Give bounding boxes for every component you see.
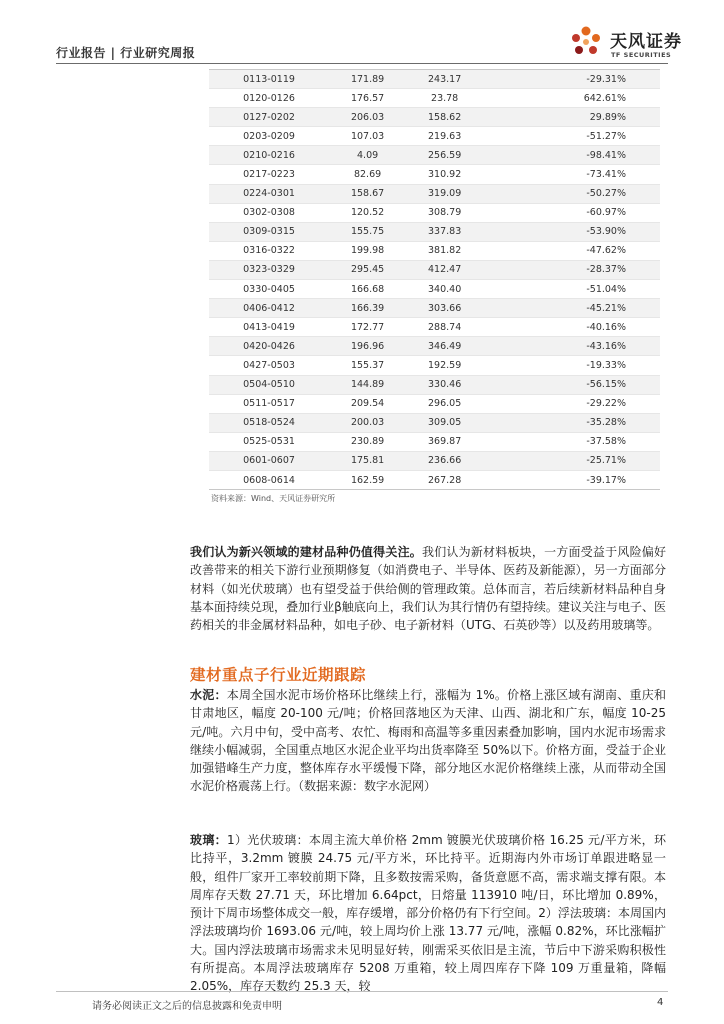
table-cell: 0406-0412 bbox=[209, 299, 329, 318]
table-cell: 29.89% bbox=[483, 108, 660, 127]
table-cell: 206.03 bbox=[329, 108, 406, 127]
table-cell: -51.04% bbox=[483, 280, 660, 299]
table-cell: 0203-0209 bbox=[209, 127, 329, 146]
table-cell: 175.81 bbox=[329, 451, 406, 470]
table-row bbox=[209, 146, 660, 165]
paragraph-lead: 我们认为新兴领域的建材品种仍值得关注。 bbox=[190, 545, 422, 559]
table-cell: 158.62 bbox=[406, 108, 483, 127]
paragraph-new-materials bbox=[190, 543, 666, 634]
table-row bbox=[209, 413, 660, 432]
table-cell: -39.17% bbox=[483, 470, 660, 489]
table-cell: 0330-0405 bbox=[209, 280, 329, 299]
table-cell: 337.83 bbox=[406, 222, 483, 241]
table-cell: 256.59 bbox=[406, 146, 483, 165]
table-cell: -50.27% bbox=[483, 184, 660, 203]
table-row bbox=[209, 356, 660, 375]
table-cell: -43.16% bbox=[483, 337, 660, 356]
table-cell: 0302-0308 bbox=[209, 203, 329, 222]
table-cell: 155.75 bbox=[329, 222, 406, 241]
table-cell: -73.41% bbox=[483, 165, 660, 184]
table-cell: -98.41% bbox=[483, 146, 660, 165]
table-row bbox=[209, 299, 660, 318]
table-cell: 0120-0126 bbox=[209, 89, 329, 108]
table-row bbox=[209, 89, 660, 108]
table-cell: 0608-0614 bbox=[209, 470, 329, 489]
paragraph-cement bbox=[190, 686, 666, 796]
table-cell: 4.09 bbox=[329, 146, 406, 165]
table-cell: 171.89 bbox=[329, 70, 406, 89]
table-row bbox=[209, 70, 660, 89]
table-row bbox=[209, 184, 660, 203]
table-cell: 199.98 bbox=[329, 241, 406, 260]
table-cell: 196.96 bbox=[329, 337, 406, 356]
table-cell: -47.62% bbox=[483, 241, 660, 260]
header-divider bbox=[56, 63, 668, 64]
table-cell: -40.16% bbox=[483, 318, 660, 337]
table-cell: -29.22% bbox=[483, 394, 660, 413]
footer-divider bbox=[56, 991, 668, 992]
table-cell: 230.89 bbox=[329, 432, 406, 451]
table-cell: 155.37 bbox=[329, 356, 406, 375]
table-cell: 310.92 bbox=[406, 165, 483, 184]
table-cell: 642.61% bbox=[483, 89, 660, 108]
table-cell: 0113-0119 bbox=[209, 70, 329, 89]
paragraph-lead: 水泥： bbox=[190, 688, 227, 702]
table-cell: 120.52 bbox=[329, 203, 406, 222]
table-row bbox=[209, 203, 660, 222]
table-cell: -28.37% bbox=[483, 260, 660, 279]
table-cell: 288.74 bbox=[406, 318, 483, 337]
logo-subtitle: TF SECURITIES bbox=[611, 51, 672, 59]
table-row bbox=[209, 451, 660, 470]
table-cell: 166.39 bbox=[329, 299, 406, 318]
table-row bbox=[209, 165, 660, 184]
table-cell: 267.28 bbox=[406, 470, 483, 489]
table-cell: 330.46 bbox=[406, 375, 483, 394]
table-cell: 0210-0216 bbox=[209, 146, 329, 165]
table-cell: 340.40 bbox=[406, 280, 483, 299]
table-cell: -51.27% bbox=[483, 127, 660, 146]
table-cell: 166.68 bbox=[329, 280, 406, 299]
table-cell: 346.49 bbox=[406, 337, 483, 356]
table-cell: -19.33% bbox=[483, 356, 660, 375]
table-cell: -29.31% bbox=[483, 70, 660, 89]
table-cell: 0224-0301 bbox=[209, 184, 329, 203]
paragraph-body: 1）光伏玻璃：本周主流大单价格 2mm 镀膜光伏玻璃价格 16.25 元/平方米，环比持平，3.2mm 镀膜 24.75 元/平方米，环比持平。近期海内外市场订单跟进略显一般，组件厂家开工率较前期下降，且多数按需采购，备货意愿不高，需求端支撑有限。本周库存天数 27.71 天，环比增加 6.64pct，日熔量 113910 吨/日，环比增加 0.89%，预计下周市场整体成交一般，库存缓增，部分价格仍有下行空间。2）浮法玻璃：本周国内浮法玻璃均价 1693.06 元/吨，较上周均价上涨 13.77 元/吨，涨幅 0.82%，环比涨幅扩大。国内浮法玻璃市场需求未见明显好转，刚需采买依旧是主流，节后中下游采购积极性有所提高。本周浮法玻璃库存 5208 万重箱，较上周四库存下降 109 万重量箱，降幅 2.05%，库存天数约 25.3 天，较 bbox=[190, 833, 666, 994]
table-row bbox=[209, 280, 660, 299]
table-cell: 200.03 bbox=[329, 413, 406, 432]
table-row bbox=[209, 394, 660, 413]
table-cell: 303.66 bbox=[406, 299, 483, 318]
table-cell: 82.69 bbox=[329, 165, 406, 184]
paragraph-body: 本周全国水泥市场价格环比继续上行，涨幅为 1%。价格上涨区域有湖南、重庆和甘肃地区，幅度 20-100 元/吨；价格回落地区为天津、山西、湖北和广东，幅度 10-25 元/吨。六月中旬，受中高考、农忙、梅雨和高温等多重因素叠加影响，国内水泥市场需求继续小幅减弱，全国重点地区水泥企业平均出货率降至 50%以下。价格方面，受益于企业加强错峰生产力度，整体库存水平缓慢下降，部分地区水泥价格继续上涨，从而带动全国水泥价格震荡上行。（数据来源：数字水泥网） bbox=[190, 688, 666, 794]
table-row bbox=[209, 108, 660, 127]
table-cell: 296.05 bbox=[406, 394, 483, 413]
table-cell: -45.21% bbox=[483, 299, 660, 318]
table-cell: -53.90% bbox=[483, 222, 660, 241]
table-row bbox=[209, 432, 660, 451]
table-cell: 144.89 bbox=[329, 375, 406, 394]
table-cell: 219.63 bbox=[406, 127, 483, 146]
table-cell: 0127-0202 bbox=[209, 108, 329, 127]
table-cell: 0413-0419 bbox=[209, 318, 329, 337]
table-cell: -25.71% bbox=[483, 451, 660, 470]
table-cell: 162.59 bbox=[329, 470, 406, 489]
table-row bbox=[209, 222, 660, 241]
table-cell: -35.28% bbox=[483, 413, 660, 432]
table-cell: 0518-0524 bbox=[209, 413, 329, 432]
table-row bbox=[209, 127, 660, 146]
table-cell: 412.47 bbox=[406, 260, 483, 279]
footer-disclaimer: 请务必阅读正文之后的信息披露和免责申明 bbox=[92, 1001, 282, 1012]
table-cell: 0427-0503 bbox=[209, 356, 329, 375]
table-cell: 0323-0329 bbox=[209, 260, 329, 279]
table-cell: 319.09 bbox=[406, 184, 483, 203]
table-row bbox=[209, 260, 660, 279]
table-row bbox=[209, 318, 660, 337]
table-cell: 308.79 bbox=[406, 203, 483, 222]
paragraph-body: 我们认为新材料板块，一方面受益于风险偏好改善带来的相关下游行业预期修复（如消费电子、半导体、医药及新能源），另一方面部分材料（如光伏玻璃）也有望受益于供给侧的管理政策。总体而言，若后续新材料品种自身基本面持续兑现，叠加行业β触底向上，我们认为其行情仍有望持续。建议关注与电子、医药相关的非金属材料品种，如电子砂、电子新材料（UTG、石英砂等）以及药用玻璃等。 bbox=[190, 545, 666, 633]
table-cell: -37.58% bbox=[483, 432, 660, 451]
table-cell: 209.54 bbox=[329, 394, 406, 413]
table-cell: 158.67 bbox=[329, 184, 406, 203]
table-row bbox=[209, 337, 660, 356]
report-header-title: 行业报告 | 行业研究周报 bbox=[56, 46, 196, 60]
table-cell: -56.15% bbox=[483, 375, 660, 394]
table-cell: 23.78 bbox=[406, 89, 483, 108]
table-cell: -60.97% bbox=[483, 203, 660, 222]
paragraph-glass bbox=[190, 831, 666, 996]
table-cell: 192.59 bbox=[406, 356, 483, 375]
table-cell: 0511-0517 bbox=[209, 394, 329, 413]
data-table bbox=[209, 70, 660, 490]
paragraph-lead: 玻璃： bbox=[190, 833, 227, 847]
table-row bbox=[209, 470, 660, 489]
table-cell: 0504-0510 bbox=[209, 375, 329, 394]
table-cell: 172.77 bbox=[329, 318, 406, 337]
table-cell: 0309-0315 bbox=[209, 222, 329, 241]
table-row bbox=[209, 241, 660, 260]
section-title: 建材重点子行业近期跟踪 bbox=[190, 666, 367, 684]
table-cell: 369.87 bbox=[406, 432, 483, 451]
table-cell: 295.45 bbox=[329, 260, 406, 279]
table-cell: 0525-0531 bbox=[209, 432, 329, 451]
table-cell: 381.82 bbox=[406, 241, 483, 260]
table-cell: 0420-0426 bbox=[209, 337, 329, 356]
table-cell: 107.03 bbox=[329, 127, 406, 146]
table-cell: 0601-0607 bbox=[209, 451, 329, 470]
table-cell: 236.66 bbox=[406, 451, 483, 470]
table-row bbox=[209, 375, 660, 394]
table-cell: 0217-0223 bbox=[209, 165, 329, 184]
table-source-note: 资料来源：Wind、天风证券研究所 bbox=[211, 494, 336, 503]
page-number: 4 bbox=[657, 997, 664, 1008]
table-cell: 176.57 bbox=[329, 89, 406, 108]
table-cell: 0316-0322 bbox=[209, 241, 329, 260]
table-cell: 243.17 bbox=[406, 70, 483, 89]
table-cell: 309.05 bbox=[406, 413, 483, 432]
logo-name: 天风证券 bbox=[610, 32, 682, 52]
